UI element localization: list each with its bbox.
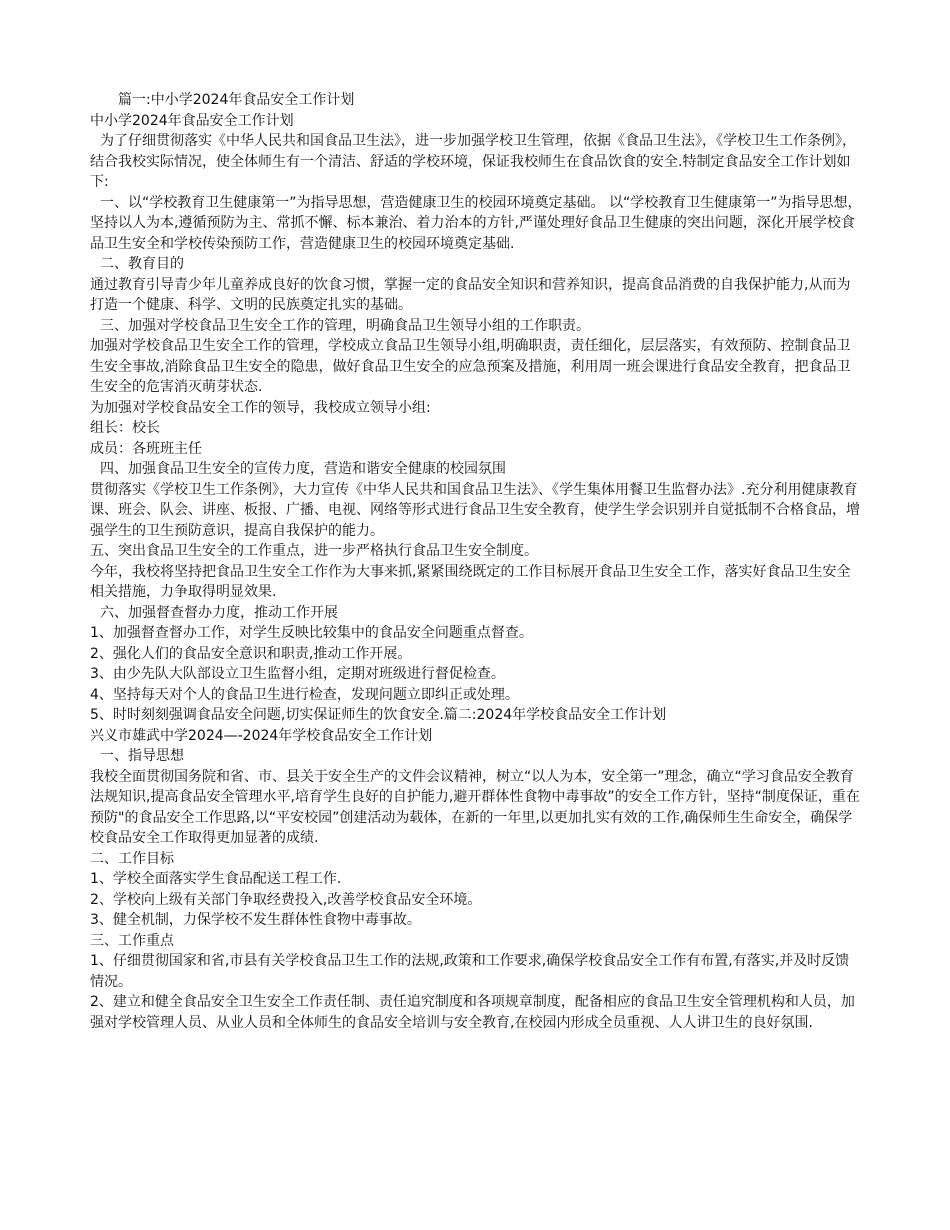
- doc-paragraph: 为了仔细贯彻落实《中华人民共和国食品卫生法》，进一步加强学校卫生管理，依据《食品卫生法》，《学校卫生工作条例》，结合我校实际情况，使全体师生有一个清洁、舒适的学校环境，保证我校师生在食品饮食的安全.特制定食品安全工作计划如下:: [90, 133, 856, 190]
- doc-list-item: 1、仔细贯彻国家和省,市县有关学校食品卫生工作的法规,政策和工作要求,确保学校食品安全工作有布置,有落实,并及时反馈情况。: [90, 953, 850, 990]
- doc-list-item: 2、建立和健全食品安全卫生安全工作责任制、责任追究制度和各项规章制度，配备相应的食品卫生安全管理机构和人员，加强对学校管理人员、从业人员和全体师生的食品安全培训与安全教育,在校园内形成全员重视、人人讲卫生的良好氛围.: [90, 994, 855, 1031]
- doc-section-heading: 五、突出食品卫生安全的工作重点，进一步严格执行食品卫生安全制度。: [90, 543, 538, 559]
- doc-section-heading: 三、加强对学校食品卫生安全工作的管理，明确食品卫生领导小组的工作职责。: [100, 317, 590, 334]
- doc-list-item: 3、健全机制，力保学校不发生群体性食物中毒事故。: [90, 912, 421, 928]
- doc-section-heading: 四、加强食品卫生安全的宣传力度，营造和谐安全健康的校园氛围: [100, 461, 506, 477]
- doc-paragraph: 贯彻落实《学校卫生工作条例》，大力宣传《中华人民共和国食品卫生法》、《学生集体用餐卫生监督办法》.充分利用健康教育课、班会、队会、讲座、板报、广播、电视、网络等形式进行食品卫生安全教育，使学生学会识别并自觉抵制不合格食品，增强学生的卫生预防意识，提高自我保护的能力。: [90, 481, 860, 539]
- doc-section-heading: 六、加强督查督办力度，推动工作开展: [100, 604, 338, 621]
- doc-list-item: 1、加强督查督办工作，对学生反映比较集中的食品安全问题重点督查。: [90, 625, 533, 641]
- doc-list-item: 4、坚持每天对个人的食品卫生进行检查，发现问题立即纠正或处理。: [90, 686, 519, 703]
- doc-title-1: 中小学2024年食品安全工作计划: [90, 112, 294, 129]
- doc-paragraph: 通过教育引导青少年儿童养成良好的饮食习惯，掌握一定的食品安全知识和营养知识，提高食品消费的自我保护能力,从而为打造一个健康、科学、文明的民族奠定扎实的基础。: [90, 276, 851, 313]
- doc-list-item: 5、时时刻刻强调食品安全问题,切实保证师生的饮食安全.篇二:2024年学校食品安全工作计划: [90, 707, 667, 723]
- doc-paragraph: 今年，我校将坚持把食品卫生安全工作作为大事来抓,紧紧围绕既定的工作目标展开食品卫生安全工作，落实好食品卫生安全相关措施，力争取得明显效果.: [90, 563, 851, 600]
- doc-section-heading: 二、教育目的: [100, 256, 184, 272]
- doc-title-2: 兴义市雄武中学2024—-2024年学校食品安全工作计划: [90, 727, 433, 744]
- doc-paragraph: 为加强对学校食品安全工作的领导，我校成立领导小组:: [90, 399, 431, 416]
- doc-heading-1: 篇一:中小学2024年食品安全工作计划: [90, 92, 355, 108]
- doc-paragraph: 我校全面贯彻国务院和省、市、县关于安全生产的文件会议精神，树立“以人为本，安全第一”理念，确立“学习食品安全教育法规知识,提高食品安全管理水平,培育学生良好的自护能力,避开群体性食物中毒事故”的安全工作方针，坚持“制度保证，重在预防"的食品安全工作思路,以“平安校园”创建活动为载体，在新的一年里,以更加扎实有效的工作,确保师生生命安全，确保学校食品安全工作取得更加显著的成绩.: [90, 768, 860, 846]
- doc-section-heading: 二、工作目标: [90, 850, 174, 867]
- doc-list-item: 成员：各班班主任: [90, 440, 202, 457]
- doc-list-item: 1、学校全面落实学生食品配送工程工作.: [90, 871, 342, 887]
- doc-paragraph: 加强对学校食品卫生安全工作的管理，学校成立食品卫生领导小组,明确职责，责任细化，层层落实，有效预防、控制食品卫生安全事故,消除食品卫生安全的隐患，做好食品卫生安全的应急预案及措施，利用周一班会课进行食品安全教育，把食品卫生安全的危害消灭萌芽状态.: [90, 338, 851, 395]
- document-page: [90, 90, 862, 1033]
- doc-section-heading: 一、指导思想: [100, 748, 184, 764]
- doc-list-item: 2、强化人们的食品安全意识和职责,推动工作开展。: [90, 645, 412, 662]
- doc-list-item: 3、由少先队大队部设立卫生监督小组，定期对班级进行督促检查。: [90, 666, 505, 682]
- doc-list-item: 组长：校长: [90, 420, 160, 436]
- doc-section-heading: 一、以“学校教育卫生健康第一”为指导思想，营造健康卫生的校园环境奠定基础。 以“学校教育卫生健康第一”为指导思想，坚持以人为本,遵循预防为主、常抓不懈、标本兼治、着力治本的方针,严谨处理好食品卫生健康的突出问题，深化开展学校食品卫生安全和学校传染预防工作，营造健康卫生的校园环境奠定基础.: [90, 194, 862, 252]
- doc-section-heading: 三、工作重点: [90, 932, 174, 949]
- doc-list-item: 2、学校向上级有关部门争取经费投入,改善学校食品安全环境。: [90, 891, 482, 908]
